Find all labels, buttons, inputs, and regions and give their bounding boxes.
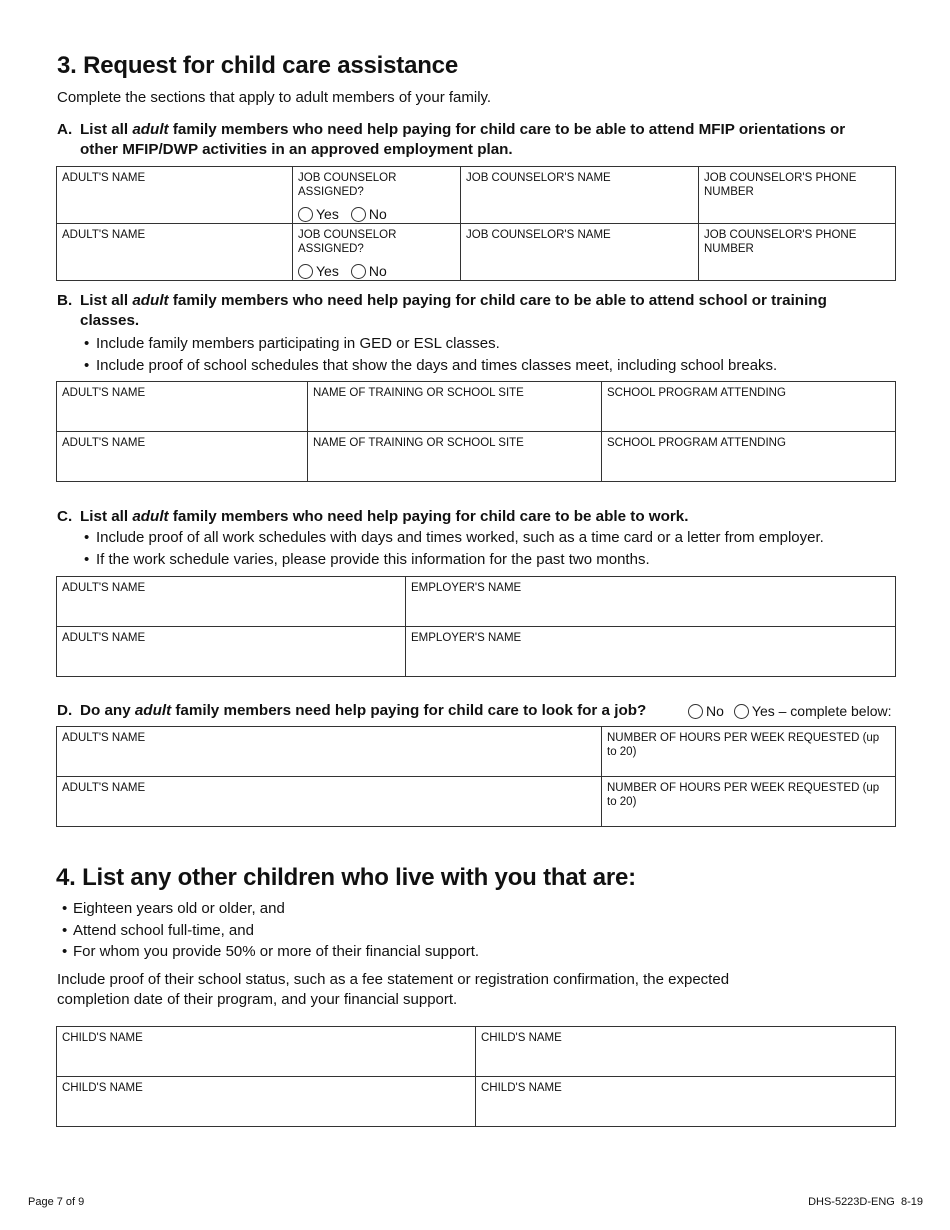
adult-name-field[interactable]: ADULT'S NAME — [57, 167, 293, 224]
adult-name-field[interactable]: ADULT'S NAME — [57, 382, 308, 432]
no-radio[interactable] — [351, 207, 366, 222]
child-name-field[interactable]: CHILD'S NAME — [476, 1077, 896, 1127]
school-site-field[interactable]: NAME OF TRAINING OR SCHOOL SITE — [308, 432, 602, 482]
table-row — [57, 577, 896, 627]
job-counselor-assigned-field: JOB COUNSELOR ASSIGNED? Yes No — [293, 224, 461, 281]
page-number: Page 7 of 9 — [28, 1196, 85, 1208]
job-counselor-assigned-field: JOB COUNSELOR ASSIGNED? Yes No — [293, 167, 461, 224]
question-a: A. List all adult family members who need help paying for child care to be able to attend MFIP orientations or other MFIP/DWP activities in an approved employment plan. — [57, 121, 846, 158]
no-radio[interactable] — [351, 264, 366, 279]
bullet-item: • For whom you provide 50% or more of their financial support. — [62, 943, 480, 960]
table-d — [56, 726, 896, 827]
hours-requested-field[interactable]: NUMBER OF HOURS PER WEEK REQUESTED (up to 20) — [602, 727, 896, 777]
table-row — [57, 382, 896, 432]
table-row — [57, 224, 896, 281]
bullet-item: • Include proof of school schedules that show the days and times classes meet, including school breaks. — [84, 357, 778, 374]
job-counselor-name-field[interactable]: JOB COUNSELOR'S NAME — [461, 167, 699, 224]
table-row — [57, 627, 896, 677]
child-name-field[interactable]: CHILD'S NAME — [476, 1027, 896, 1077]
employer-name-field[interactable]: EMPLOYER'S NAME — [406, 577, 896, 627]
section-4-title: 4. List any other children who live with you that are: — [56, 864, 636, 891]
child-name-field[interactable]: CHILD'S NAME — [57, 1027, 476, 1077]
adult-name-field[interactable]: ADULT'S NAME — [57, 777, 602, 827]
bullet-item: • Eighteen years old or older, and — [62, 900, 285, 917]
bullet-item: • If the work schedule varies, please provide this information for the past two months. — [84, 551, 650, 568]
table-row — [57, 777, 896, 827]
question-d-options: No Yes – complete below: — [688, 701, 891, 721]
adult-name-field[interactable]: ADULT'S NAME — [57, 224, 293, 281]
job-counselor-name-field[interactable]: JOB COUNSELOR'S NAME — [461, 224, 699, 281]
adult-name-field[interactable]: ADULT'S NAME — [57, 577, 406, 627]
school-program-field[interactable]: SCHOOL PROGRAM ATTENDING — [602, 382, 896, 432]
table-row — [57, 432, 896, 482]
section-3-title: 3. Request for child care assistance — [57, 52, 458, 79]
table-row — [57, 1027, 896, 1077]
table-c — [56, 576, 896, 677]
yes-radio[interactable] — [298, 264, 313, 279]
section-3-intro: Complete the sections that apply to adult members of your family. — [57, 89, 492, 106]
table-a — [56, 166, 896, 281]
table-children — [56, 1026, 896, 1127]
no-radio[interactable] — [688, 704, 703, 719]
table-row — [57, 1077, 896, 1127]
table-b — [56, 381, 896, 482]
hours-requested-field[interactable]: NUMBER OF HOURS PER WEEK REQUESTED (up to 20) — [602, 777, 896, 827]
job-counselor-phone-field[interactable]: JOB COUNSELOR'S PHONE NUMBER — [699, 224, 896, 281]
table-row — [57, 727, 896, 777]
question-c: C. List all adult family members who need help paying for child care to be able to work. — [57, 508, 689, 525]
adult-name-field[interactable]: ADULT'S NAME — [57, 627, 406, 677]
bullet-item: • Include proof of all work schedules with days and times worked, such as a time card or a letter from employer. — [84, 529, 824, 546]
school-program-field[interactable]: SCHOOL PROGRAM ATTENDING — [602, 432, 896, 482]
adult-name-field[interactable]: ADULT'S NAME — [57, 727, 602, 777]
form-number: DHS-5223D-ENG 8-19 — [808, 1196, 923, 1208]
bullet-item: • Attend school full-time, and — [62, 922, 254, 939]
table-row — [57, 167, 896, 224]
adult-name-field[interactable]: ADULT'S NAME — [57, 432, 308, 482]
section-4-paragraph: Include proof of their school status, such as a fee statement or registration confirmation, the expected completion date of their program, and your financial support. — [57, 971, 730, 1008]
yes-radio[interactable] — [734, 704, 749, 719]
job-counselor-phone-field[interactable]: JOB COUNSELOR'S PHONE NUMBER — [699, 167, 896, 224]
bullet-item: • Include family members participating in GED or ESL classes. — [84, 335, 500, 352]
employer-name-field[interactable]: EMPLOYER'S NAME — [406, 627, 896, 677]
child-name-field[interactable]: CHILD'S NAME — [57, 1077, 476, 1127]
question-b: B. List all adult family members who need help paying for child care to be able to attend school or training classes. — [57, 292, 827, 329]
yes-radio[interactable] — [298, 207, 313, 222]
question-d: D. Do any adult family members need help paying for child care to look for a job? — [57, 702, 647, 719]
school-site-field[interactable]: NAME OF TRAINING OR SCHOOL SITE — [308, 382, 602, 432]
